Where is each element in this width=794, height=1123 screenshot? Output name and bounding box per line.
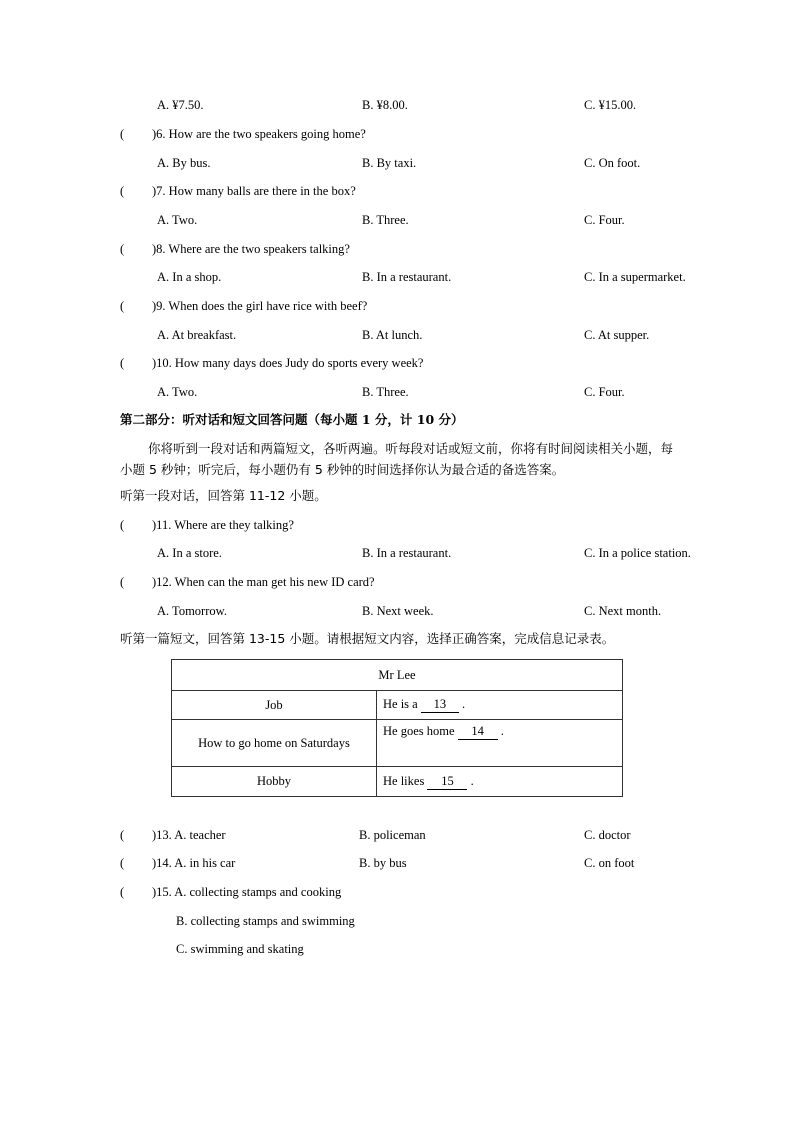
q12-option-b[interactable]: B. Next week.: [362, 604, 434, 618]
row-label: Job: [172, 691, 377, 720]
q9-option-b[interactable]: B. At lunch.: [362, 328, 423, 342]
q15-option-c[interactable]: C. swimming and skating: [176, 942, 304, 956]
question-stem: )8. Where are the two speakers talking?: [152, 242, 350, 256]
q11-option-c[interactable]: C. In a police station.: [584, 546, 691, 560]
row-value: [377, 767, 623, 797]
question-14: [120, 855, 235, 871]
question-10: [120, 355, 423, 371]
dialogue-intro: 听第一段对话，回答第 11-12 小题。: [120, 488, 327, 503]
row-suffix: .: [461, 697, 466, 711]
question-13: [120, 827, 226, 843]
question-stem: )14. A. in his car: [152, 856, 236, 870]
q9-option-c[interactable]: C. At supper.: [584, 328, 650, 342]
answer-paren[interactable]: (: [120, 127, 125, 141]
question-stem: )6. How are the two speakers going home?: [152, 127, 366, 141]
q6-option-a[interactable]: A. By bus.: [157, 156, 211, 170]
row-value: [377, 691, 623, 720]
answer-paren[interactable]: (: [120, 299, 125, 313]
q11-option-b[interactable]: B. In a restaurant.: [362, 546, 452, 560]
answer-paren[interactable]: (: [120, 184, 125, 198]
passage-intro: 听第一篇短文，回答第 13-15 小题。请根据短文内容，选择正确答案，完成信息记录表。: [120, 631, 615, 646]
q7-option-a[interactable]: A. Two.: [157, 213, 198, 227]
q8-option-c[interactable]: C. In a supermarket.: [584, 270, 686, 284]
q15-option-b[interactable]: B. collecting stamps and swimming: [176, 914, 355, 928]
question-15: [120, 884, 341, 900]
table-row: [172, 691, 623, 720]
q5-option-c[interactable]: C. ¥15.00.: [584, 98, 637, 112]
question-12: [120, 574, 375, 590]
q12-option-c[interactable]: C. Next month.: [584, 604, 662, 618]
q10-option-c[interactable]: C. Four.: [584, 385, 625, 399]
question-6: [120, 126, 366, 142]
q5-option-b[interactable]: B. ¥8.00.: [362, 98, 408, 112]
row-prefix: He is a: [383, 697, 418, 711]
row-suffix: .: [470, 773, 474, 788]
question-stem: )7. How many balls are there in the box?: [152, 184, 356, 198]
part2-instructions: 你将听到一段对话和两篇短文，各听两遍。听每段对话或短文前，你将有时间阅读相关小题，每小题 5 秒钟；听完后，每小题仍有 5 秒钟的时间选择你认为最合适的备选答案。: [120, 441, 674, 477]
row-suffix: .: [500, 724, 504, 738]
row-label: How to go home on Saturdays: [172, 720, 377, 767]
q12-option-a[interactable]: A. Tomorrow.: [157, 604, 227, 618]
q13-option-c[interactable]: C. doctor: [584, 828, 631, 842]
q11-option-a[interactable]: A. In a store.: [157, 546, 222, 560]
question-7: [120, 183, 356, 199]
q6-option-c[interactable]: C. On foot.: [584, 156, 641, 170]
answer-paren[interactable]: (: [120, 885, 125, 899]
answer-paren[interactable]: (: [120, 242, 125, 256]
q14-option-b[interactable]: B. by bus: [359, 856, 407, 870]
row-label: Hobby: [172, 767, 377, 797]
answer-paren[interactable]: (: [120, 518, 125, 532]
q7-option-b[interactable]: B. Three.: [362, 213, 409, 227]
q10-option-a[interactable]: A. Two.: [157, 385, 198, 399]
q13-option-b[interactable]: B. policeman: [359, 828, 426, 842]
q9-option-a[interactable]: A. At breakfast.: [157, 328, 237, 342]
q6-option-b[interactable]: B. By taxi.: [362, 156, 417, 170]
row-value: [377, 720, 623, 767]
table-row: [172, 720, 623, 767]
q14-option-c[interactable]: C. on foot: [584, 856, 635, 870]
blank-14[interactable]: 14: [458, 724, 498, 740]
answer-paren[interactable]: (: [120, 828, 125, 842]
part2-heading: 第二部分：听对话和短文回答问题（每小题 1 分，计 10 分）: [120, 412, 464, 427]
table-title: Mr Lee: [172, 660, 623, 691]
blank-13[interactable]: 13: [421, 697, 459, 713]
answer-paren[interactable]: (: [120, 575, 125, 589]
q8-option-b[interactable]: B. In a restaurant.: [362, 270, 452, 284]
question-stem: )9. When does the girl have rice with beef?: [152, 299, 368, 313]
question-stem: )15. A. collecting stamps and cooking: [152, 885, 342, 899]
row-prefix: He goes home: [383, 724, 455, 738]
table-row: [172, 767, 623, 797]
question-8: [120, 241, 350, 257]
question-stem: )10. How many days does Judy do sports every week?: [152, 356, 424, 370]
info-record-table: [171, 659, 623, 797]
q10-option-b[interactable]: B. Three.: [362, 385, 409, 399]
blank-15[interactable]: 15: [427, 774, 467, 790]
question-stem: )11. Where are they talking?: [152, 518, 294, 532]
question-stem: )12. When can the man get his new ID card?: [152, 575, 375, 589]
q7-option-c[interactable]: C. Four.: [584, 213, 625, 227]
q5-option-a[interactable]: A. ¥7.50.: [157, 98, 204, 112]
question-9: [120, 298, 367, 314]
answer-paren[interactable]: (: [120, 356, 125, 370]
question-11: [120, 517, 294, 533]
answer-paren[interactable]: (: [120, 856, 125, 870]
q8-option-a[interactable]: A. In a shop.: [157, 270, 222, 284]
question-stem: )13. A. teacher: [152, 828, 226, 842]
row-prefix: He likes: [383, 773, 425, 788]
